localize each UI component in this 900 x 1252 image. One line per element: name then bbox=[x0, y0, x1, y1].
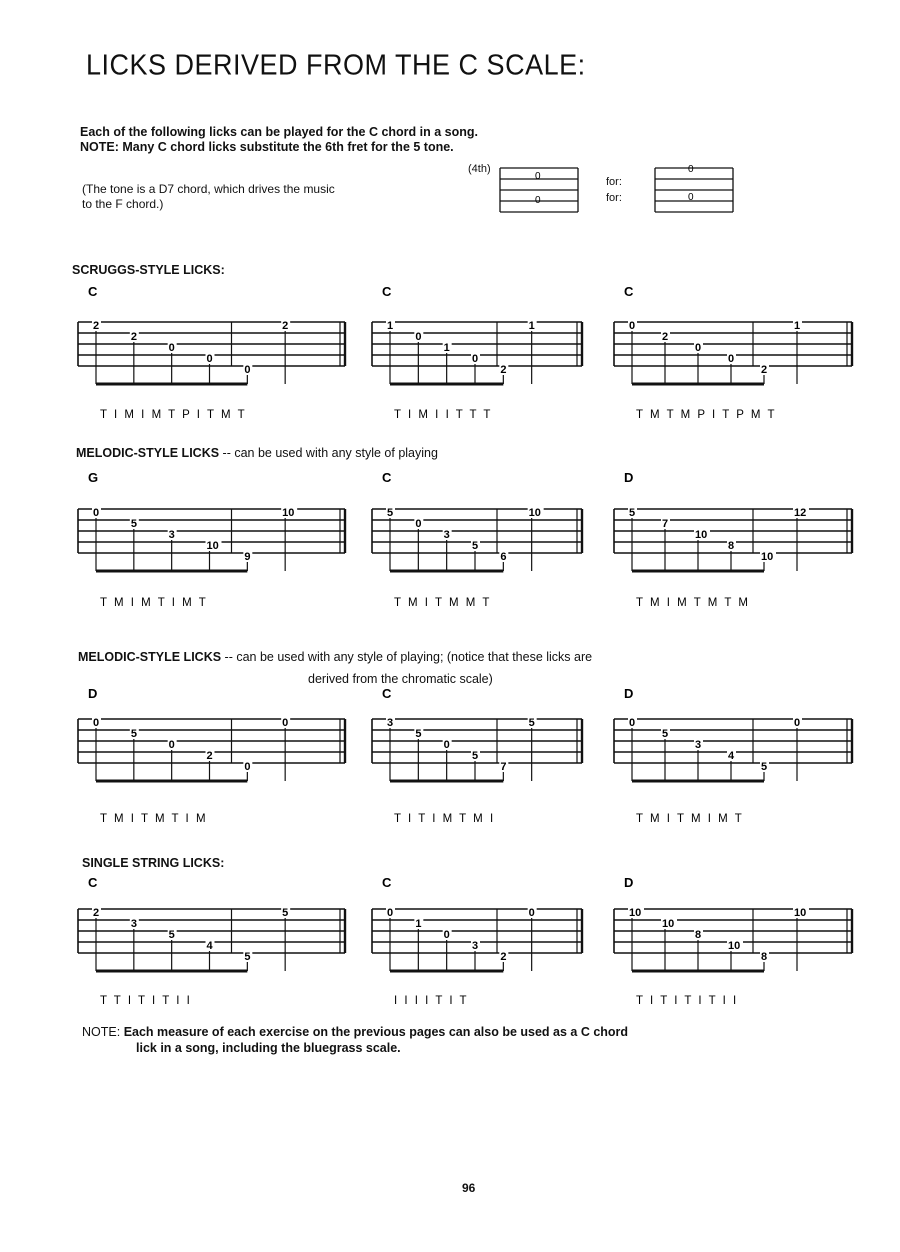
fret-number: 1 bbox=[794, 320, 801, 332]
fret-number: 5 bbox=[130, 728, 137, 740]
fret-number: 0 bbox=[472, 353, 479, 365]
footer-note-label: NOTE: bbox=[82, 1025, 121, 1039]
fret-number: 4 bbox=[206, 940, 213, 952]
chord-name: D bbox=[624, 875, 634, 890]
fingering-text: T I M I I T T T bbox=[394, 409, 493, 421]
fret-number: 0 bbox=[206, 353, 213, 365]
fret-number: 10 bbox=[528, 507, 541, 519]
fret-number: 5 bbox=[282, 907, 289, 919]
fret-number: 5 bbox=[130, 518, 137, 530]
fret-number: 5 bbox=[387, 507, 394, 519]
fret-number: 2 bbox=[130, 331, 137, 343]
chord-name: C bbox=[88, 875, 98, 890]
fret-number: 10 bbox=[206, 540, 219, 552]
fret-number: 5 bbox=[761, 761, 768, 773]
inline-staff-1-fret: 0 bbox=[535, 171, 541, 182]
fret-number: 2 bbox=[500, 951, 507, 963]
section-desc-melodic-2: -- can be used with any style of playing; (notice that these licks are bbox=[224, 650, 593, 664]
fret-number: 0 bbox=[244, 761, 251, 773]
fret-number: 0 bbox=[794, 717, 801, 729]
fingering-text: T M I T M I M T bbox=[636, 813, 744, 825]
chord-name: C bbox=[382, 284, 392, 299]
fret-number: 10 bbox=[629, 907, 642, 919]
footer-note-line-2: lick in a song, including the bluegrass scale. bbox=[136, 1041, 401, 1055]
fingering-text: T I M I M T P I T M T bbox=[100, 409, 247, 421]
fret-number: 10 bbox=[662, 918, 675, 930]
chord-name: G bbox=[88, 470, 99, 485]
fret-number: 0 bbox=[93, 717, 100, 729]
fret-number: 4 bbox=[728, 750, 735, 762]
fret-number: 10 bbox=[695, 529, 708, 541]
fret-number: 0 bbox=[168, 342, 175, 354]
fret-number: 2 bbox=[662, 331, 669, 343]
fret-number: 5 bbox=[662, 728, 669, 740]
fret-number: 0 bbox=[415, 331, 422, 343]
chord-name: D bbox=[624, 686, 634, 701]
section-heading-single-text: SINGLE STRING LICKS: bbox=[82, 856, 225, 870]
section-desc-melodic-2-cont: derived from the chromatic scale) bbox=[308, 672, 493, 686]
chord-name: C bbox=[88, 284, 98, 299]
fret-number: 8 bbox=[728, 540, 735, 552]
aside-line-1: (The tone is a D7 chord, which drives the music bbox=[82, 182, 335, 196]
fret-number: 3 bbox=[168, 529, 175, 541]
fret-number: 0 bbox=[629, 320, 636, 332]
chord-name: C bbox=[382, 875, 392, 890]
fret-number: 1 bbox=[415, 918, 422, 930]
fret-number: 12 bbox=[794, 507, 807, 519]
fingering-text: T M I M T M T M bbox=[636, 597, 750, 609]
fret-number: 1 bbox=[387, 320, 394, 332]
fret-number: 8 bbox=[761, 951, 768, 963]
fret-number: 5 bbox=[528, 717, 535, 729]
intro-line-2: NOTE: Many C chord licks substitute the 6th fret for the 5 tone. bbox=[80, 140, 454, 154]
fret-number: 0 bbox=[728, 353, 735, 365]
fret-number: 2 bbox=[93, 907, 100, 919]
fret-number: 0 bbox=[387, 907, 394, 919]
fret-number: 10 bbox=[728, 940, 741, 952]
fret-number: 5 bbox=[472, 750, 479, 762]
fret-number: 10 bbox=[761, 551, 774, 563]
fret-number: 5 bbox=[244, 951, 251, 963]
section-heading-melodic-1-text: MELODIC-STYLE LICKS bbox=[76, 446, 220, 460]
fret-number: 2 bbox=[206, 750, 213, 762]
fret-number: 0 bbox=[695, 342, 702, 354]
fingering-text: I I I I T I T bbox=[394, 995, 469, 1007]
fret-number: 9 bbox=[244, 551, 251, 563]
fret-number: 3 bbox=[695, 739, 702, 751]
inline-tab-label-3: for: bbox=[606, 192, 622, 204]
fret-number: 0 bbox=[244, 364, 251, 376]
fret-number: 3 bbox=[443, 529, 450, 541]
fret-number: 6 bbox=[500, 551, 507, 563]
fret-number: 1 bbox=[443, 342, 450, 354]
chord-name: C bbox=[382, 470, 392, 485]
fret-number: 0 bbox=[415, 518, 422, 530]
fret-number: 0 bbox=[528, 907, 535, 919]
fret-number: 1 bbox=[528, 320, 535, 332]
fret-number: 0 bbox=[168, 739, 175, 751]
fingering-text: T M I T M T I M bbox=[100, 813, 208, 825]
fingering-text: T M T M P I T P M T bbox=[636, 409, 777, 421]
fingering-text: T I T I M T M I bbox=[394, 813, 496, 825]
inline-staff-1-fret: 0 bbox=[535, 195, 541, 206]
section-heading-melodic-2-text: MELODIC-STYLE LICKS bbox=[78, 650, 222, 664]
fingering-text: T I T I T I T I I bbox=[636, 995, 739, 1007]
footer-note-line-1: Each measure of each exercise on the previous pages can also be used as a C chord bbox=[123, 1025, 629, 1039]
fret-number: 10 bbox=[282, 507, 295, 519]
fingering-text: T M I T M M T bbox=[394, 597, 492, 609]
page-number: 96 bbox=[462, 1181, 476, 1195]
fret-number: 0 bbox=[443, 929, 450, 941]
footer-note bbox=[82, 1024, 842, 1056]
section-desc-melodic-1: -- can be used with any style of playing bbox=[222, 446, 438, 460]
fret-number: 5 bbox=[415, 728, 422, 740]
fret-number: 2 bbox=[282, 320, 289, 332]
fret-number: 7 bbox=[662, 518, 669, 530]
fret-number: 0 bbox=[443, 739, 450, 751]
chord-name: C bbox=[624, 284, 634, 299]
inline-tab-label-2: for: bbox=[606, 176, 622, 188]
aside-line-2: to the F chord.) bbox=[82, 197, 164, 211]
chord-name: D bbox=[624, 470, 634, 485]
inline-tab-label-1: (4th) bbox=[468, 163, 491, 175]
inline-staff-2-fret: 0 bbox=[688, 192, 694, 203]
fret-number: 0 bbox=[93, 507, 100, 519]
fingering-text: T M I M T I M T bbox=[100, 597, 208, 609]
fret-number: 7 bbox=[500, 761, 507, 773]
fret-number: 0 bbox=[629, 717, 636, 729]
fret-number: 5 bbox=[168, 929, 175, 941]
fret-number: 2 bbox=[500, 364, 507, 376]
chord-name: C bbox=[382, 686, 392, 701]
fret-number: 0 bbox=[282, 717, 289, 729]
fret-number: 5 bbox=[629, 507, 636, 519]
page-title: LICKS DERIVED FROM THE C SCALE: bbox=[86, 49, 586, 81]
fret-number: 3 bbox=[130, 918, 137, 930]
fret-number: 8 bbox=[695, 929, 702, 941]
fret-number: 3 bbox=[472, 940, 479, 952]
fret-number: 2 bbox=[761, 364, 768, 376]
section-heading-scruggs-text: SCRUGGS-STYLE LICKS: bbox=[72, 263, 225, 277]
fingering-text: T T I T I T I I bbox=[100, 995, 192, 1007]
chord-name: D bbox=[88, 686, 98, 701]
fret-number: 3 bbox=[387, 717, 394, 729]
fret-number: 10 bbox=[794, 907, 807, 919]
inline-staff-2-fret: 0 bbox=[688, 164, 694, 175]
fret-number: 5 bbox=[472, 540, 479, 552]
intro-line-1: Each of the following licks can be played for the C chord in a song. bbox=[80, 125, 478, 139]
fret-number: 2 bbox=[93, 320, 100, 332]
